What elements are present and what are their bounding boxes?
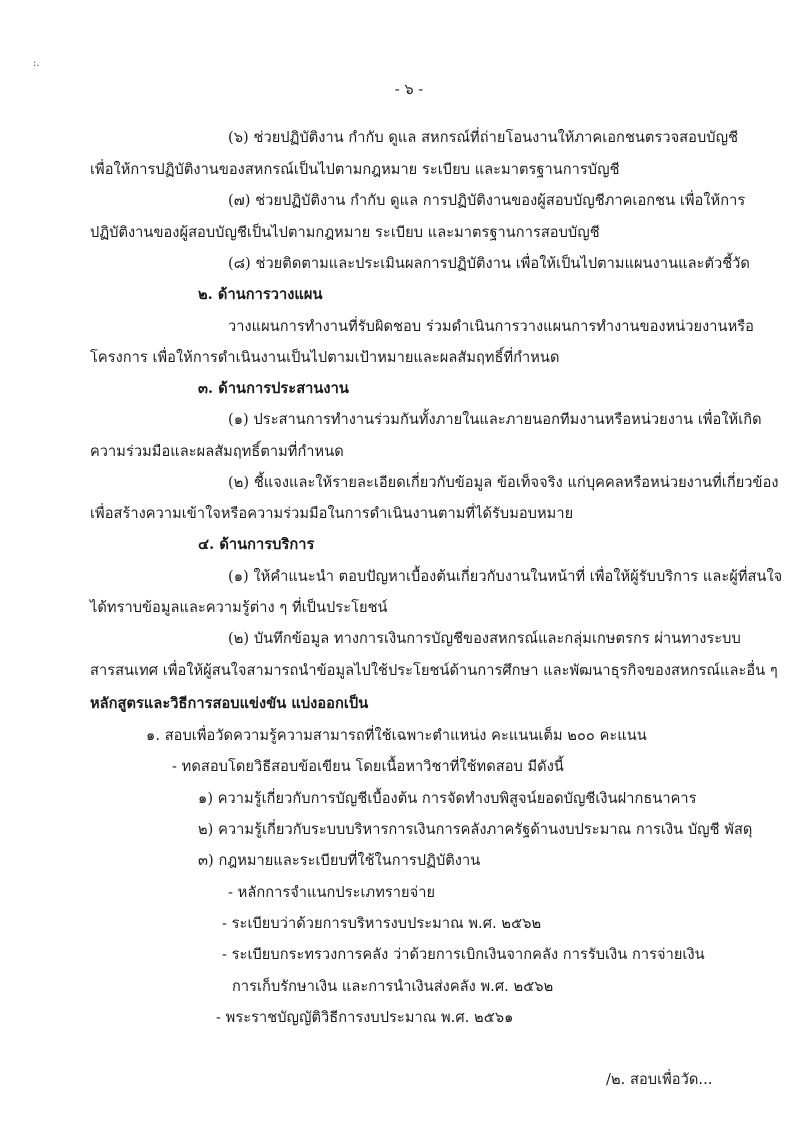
service-1-line-1: (๑) ให้คำแนะนำ ตอบปัญหาเบื้องต้นเกี่ยวกับงานในหน้าที่ เพื่อให้ผู้รับบริการ และผู้ที่สนใจ bbox=[228, 568, 783, 585]
page-number: - ๖ - bbox=[394, 81, 424, 98]
exam-heading: หลักสูตรและวิธีการสอบแข่งขัน แบ่งออกเป็น bbox=[90, 695, 369, 712]
exam-subject-3: ๓) กฎหมายและระเบียบที่ใช้ในการปฏิบัติงาน bbox=[198, 852, 481, 869]
planning-line-2: โครงการ เพื่อให้การดำเนินงานเป็นไปตามเป้าหมายและผลสัมฤทธิ์ที่กำหนด bbox=[90, 349, 560, 366]
exam-method: - ทดสอบโดยวิธีสอบข้อเขียน โดยเนื้อหาวิชาที่ใช้ทดสอบ มีดังนี้ bbox=[172, 758, 564, 775]
duty-7-line-1: (๗) ช่วยปฏิบัติงาน กำกับ ดูแล การปฏิบัติงานของผู้สอบบัญชีภาคเอกชน เพื่อให้การ bbox=[228, 192, 746, 209]
coordination-2-line-1: (๒) ชี้แจงและให้รายละเอียดเกี่ยวกับข้อมูล ข้อเท็จจริง แก่บุคคลหรือหน่วยงานที่เกี่ยวข้อง bbox=[228, 474, 779, 491]
service-1-line-2: ได้ทราบข้อมูลและความรู้ต่าง ๆ ที่เป็นประโยชน์ bbox=[90, 599, 388, 616]
duty-6-line-1: (๖) ช่วยปฏิบัติงาน กำกับ ดูแล สหกรณ์ที่ถ่ายโอนงานให้ภาคเอกชนตรวจสอบบัญชี bbox=[228, 129, 739, 146]
service-heading: ๔. ด้านการบริการ bbox=[198, 536, 315, 553]
service-2-line-2: สารสนเทศ เพื่อให้ผู้สนใจสามารถนำข้อมูลไปใช้ประโยชน์ด้านการศึกษา และพัฒนาธุรกิจของสหกรณ์และอื่น ๆ bbox=[90, 662, 778, 679]
law-item-4: - พระราชบัญญัติวิธีการงบประมาณ พ.ศ. ๒๕๖๑ bbox=[216, 1009, 514, 1026]
duty-6-line-2: เพื่อให้การปฏิบัติงานของสหกรณ์เป็นไปตามกฎหมาย ระเบียบ และมาตรฐานการบัญชี bbox=[90, 161, 620, 178]
duty-7-line-2: ปฏิบัติงานของผู้สอบบัญชีเป็นไปตามกฎหมาย ระเบียบ และมาตรฐานการสอบบัญชี bbox=[90, 224, 600, 241]
coordination-heading: ๓. ด้านการประสานงาน bbox=[198, 380, 349, 397]
service-2-line-1: (๒) บันทึกข้อมูล ทางการเงินการบัญชีของสหกรณ์และกลุ่มเกษตรกร ผ่านทางระบบ bbox=[228, 630, 741, 647]
continuation-marker: /๒. สอบเพื่อวัด... bbox=[606, 1071, 713, 1088]
exam-part-1: ๑. สอบเพื่อวัดความรู้ความสามารถที่ใช้เฉพาะตำแหน่ง คะแนนเต็ม ๒๐๐ คะแนน bbox=[146, 727, 647, 744]
scan-marks: :. bbox=[33, 58, 40, 69]
exam-subject-2: ๒) ความรู้เกี่ยวกับระบบบริหารการเงินการคลังภาครัฐด้านงบประมาณ การเงิน บัญชี พัสดุ bbox=[198, 821, 753, 838]
planning-heading: ๒. ด้านการวางแผน bbox=[198, 286, 323, 303]
coordination-1-line-1: (๑) ประสานการทำงานร่วมกันทั้งภายในและภายนอกทีมงานหรือหน่วยงาน เพื่อให้เกิด bbox=[228, 411, 762, 428]
exam-subject-1: ๑) ความรู้เกี่ยวกับการบัญชีเบื้องต้น การจัดทำงบพิสูจน์ยอดบัญชีเงินฝากธนาคาร bbox=[198, 790, 697, 807]
coordination-1-line-2: ความร่วมมือและผลสัมฤทธิ์ตามที่กำหนด bbox=[90, 443, 344, 460]
duty-8-line-1: (๘) ช่วยติดตามและประเมินผลการปฏิบัติงาน เพื่อให้เป็นไปตามแผนงานและตัวชี้วัด bbox=[228, 255, 750, 272]
law-item-3-continued: การเก็บรักษาเงิน และการนำเงินส่งคลัง พ.ศ. ๒๕๖๒ bbox=[232, 978, 554, 995]
law-item-2: - ระเบียบว่าด้วยการบริหารงบประมาณ พ.ศ. ๒๕๖๒ bbox=[222, 915, 542, 932]
coordination-2-line-2: เพื่อสร้างความเข้าใจหรือความร่วมมือในการดำเนินงานตามที่ได้รับมอบหมาย bbox=[90, 505, 574, 522]
law-item-1: - หลักการจำแนกประเภทรายจ่าย bbox=[228, 884, 436, 901]
law-item-3: - ระเบียบกระทรวงการคลัง ว่าด้วยการเบิกเงินจากคลัง การรับเงิน การจ่ายเงิน bbox=[222, 946, 705, 963]
planning-line-1: วางแผนการทำงานที่รับผิดชอบ ร่วมดำเนินการวางแผนการทำงานของหน่วยงานหรือ bbox=[228, 318, 754, 335]
